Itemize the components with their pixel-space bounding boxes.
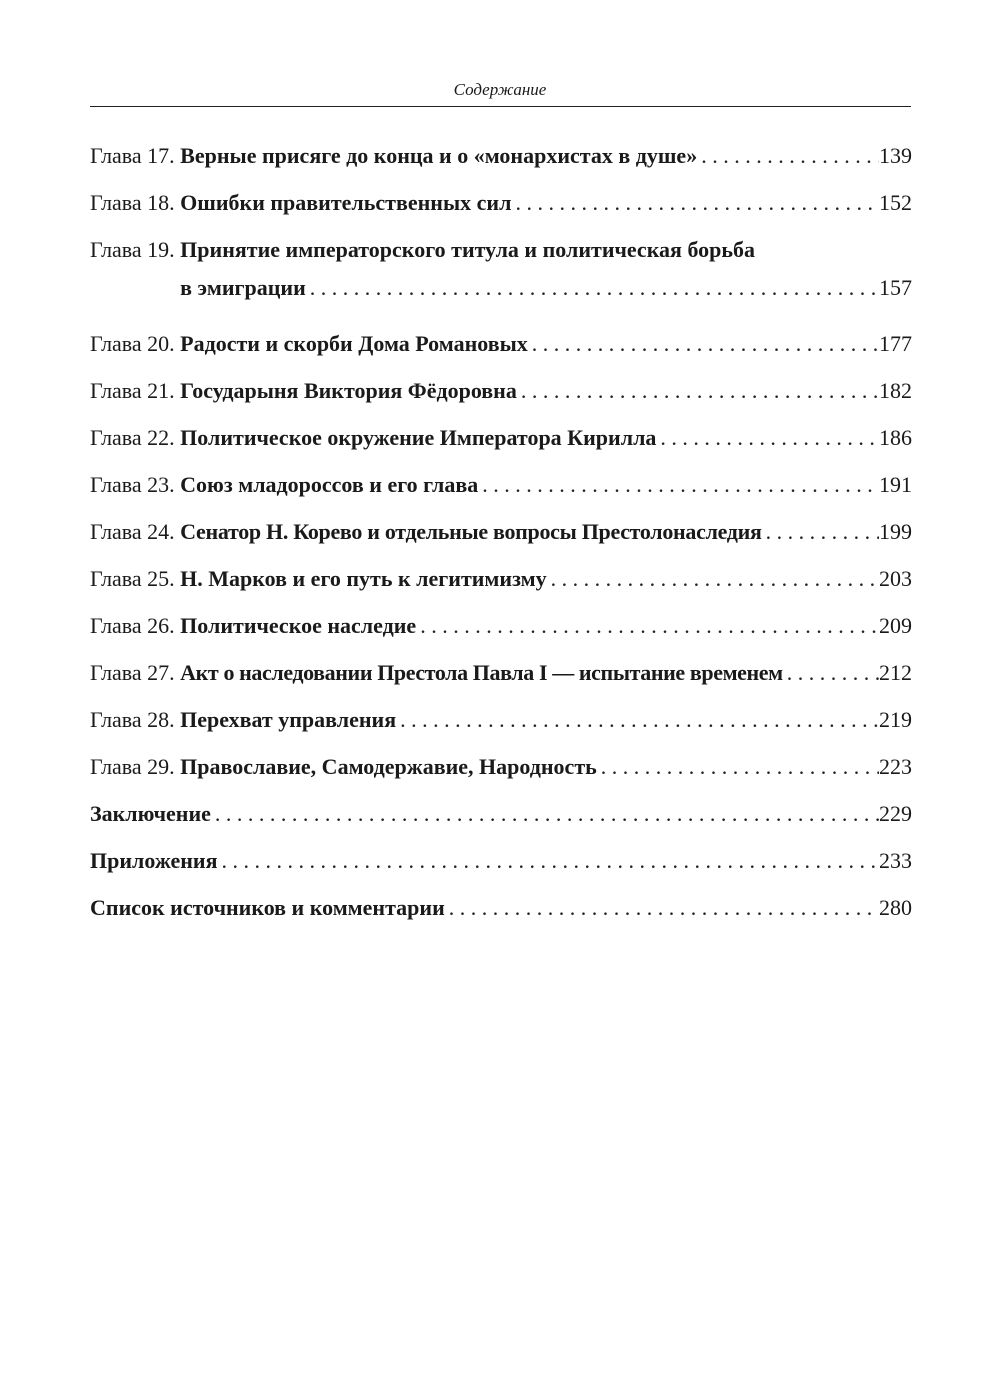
chapter-number: Глава 17.	[90, 143, 175, 168]
chapter-number: Глава 24.	[90, 519, 175, 544]
chapter-title: Акт о наследовании Престола Павла I — испытание временем	[180, 660, 783, 685]
chapter-number: Глава 25.	[90, 566, 175, 591]
section-title: Заключение	[90, 801, 211, 826]
running-head: Содержание	[453, 80, 547, 99]
toc-entry-chapter-17[interactable]	[90, 141, 912, 188]
dot-leader	[517, 376, 879, 406]
page-number: 233	[879, 848, 912, 873]
page-number: 209	[879, 613, 912, 638]
chapter-title: Ошибки правительственных сил	[180, 190, 512, 215]
chapter-title: Союз младороссов и его глава	[180, 472, 479, 497]
chapter-title: Верные присяге до конца и о «монархистах в душе»	[180, 143, 698, 168]
toc-entry-chapter-28[interactable]	[90, 705, 912, 752]
dot-leader	[511, 188, 879, 218]
toc-entry-chapter-21[interactable]	[90, 376, 912, 423]
toc-entry-appendices[interactable]	[90, 846, 912, 893]
chapter-title-line-2: в эмиграции	[180, 275, 306, 300]
page-number: 191	[879, 472, 912, 497]
dot-leader	[547, 564, 879, 594]
dot-leader	[218, 846, 880, 876]
chapter-number: Глава 19.	[90, 237, 175, 262]
toc-entry-chapter-23[interactable]	[90, 470, 912, 517]
page-number: 152	[879, 190, 912, 215]
chapter-number: Глава 29.	[90, 754, 175, 779]
chapter-number: Глава 23.	[90, 472, 175, 497]
chapter-number: Глава 21.	[90, 378, 175, 403]
dot-leader	[528, 329, 879, 359]
toc-entry-conclusion[interactable]	[90, 799, 912, 846]
toc-entry-sources[interactable]	[90, 893, 912, 940]
chapter-title: Сенатор Н. Корево и отдельные вопросы Престолонаследия	[180, 519, 762, 544]
toc-entry-chapter-26[interactable]	[90, 611, 912, 658]
page-number: 280	[879, 895, 912, 920]
chapter-number: Глава 18.	[90, 190, 175, 215]
chapter-number: Глава 26.	[90, 613, 175, 638]
chapter-title: Н. Марков и его путь к легитимизму	[180, 566, 547, 591]
dot-leader	[697, 141, 879, 171]
toc-entry-chapter-24[interactable]	[90, 517, 912, 564]
dot-leader	[306, 273, 879, 303]
section-title: Приложения	[90, 848, 218, 873]
dot-leader	[396, 705, 879, 735]
header-rule	[90, 106, 911, 107]
page-number: 223	[879, 754, 912, 779]
page-number: 177	[879, 331, 912, 356]
page-number: 182	[879, 378, 912, 403]
dot-leader	[478, 470, 879, 500]
dot-leader	[783, 658, 879, 688]
page-number: 139	[879, 143, 912, 168]
chapter-title-line-1: Принятие императорского титула и политическая борьба	[180, 237, 756, 262]
section-title: Список источников и комментарии	[90, 895, 445, 920]
page-number: 157	[879, 275, 912, 300]
chapter-title: Перехват управления	[180, 707, 397, 732]
page-number: 199	[879, 519, 912, 544]
page-number: 229	[879, 801, 912, 826]
chapter-number: Глава 27.	[90, 660, 175, 685]
chapter-title: Православие, Самодержавие, Народность	[180, 754, 597, 779]
chapter-number: Глава 22.	[90, 425, 175, 450]
toc-entry-chapter-18[interactable]	[90, 188, 912, 235]
page-number: 219	[879, 707, 912, 732]
toc-entry-chapter-19[interactable]	[90, 235, 912, 329]
dot-leader	[416, 611, 879, 641]
dot-leader	[445, 893, 879, 923]
toc-entry-chapter-20[interactable]	[90, 329, 912, 376]
toc-entry-chapter-22[interactable]	[90, 423, 912, 470]
chapter-number: Глава 20.	[90, 331, 175, 356]
toc-entry-chapter-27[interactable]	[90, 658, 912, 705]
toc-entry-chapter-25[interactable]	[90, 564, 912, 611]
page-number: 212	[879, 660, 912, 685]
page-number: 203	[879, 566, 912, 591]
chapter-title: Политическое окружение Императора Кирилла	[180, 425, 657, 450]
table-of-contents	[90, 141, 912, 940]
chapter-title: Государыня Виктория Фёдоровна	[180, 378, 517, 403]
dot-leader	[656, 423, 879, 453]
dot-leader	[762, 517, 879, 547]
dot-leader	[597, 752, 879, 782]
dot-leader	[211, 799, 879, 829]
chapter-number: Глава 28.	[90, 707, 175, 732]
chapter-title: Радости и скорби Дома Романовых	[180, 331, 528, 356]
chapter-title: Политическое наследие	[180, 613, 417, 638]
page-number: 186	[879, 425, 912, 450]
toc-entry-chapter-29[interactable]	[90, 752, 912, 799]
